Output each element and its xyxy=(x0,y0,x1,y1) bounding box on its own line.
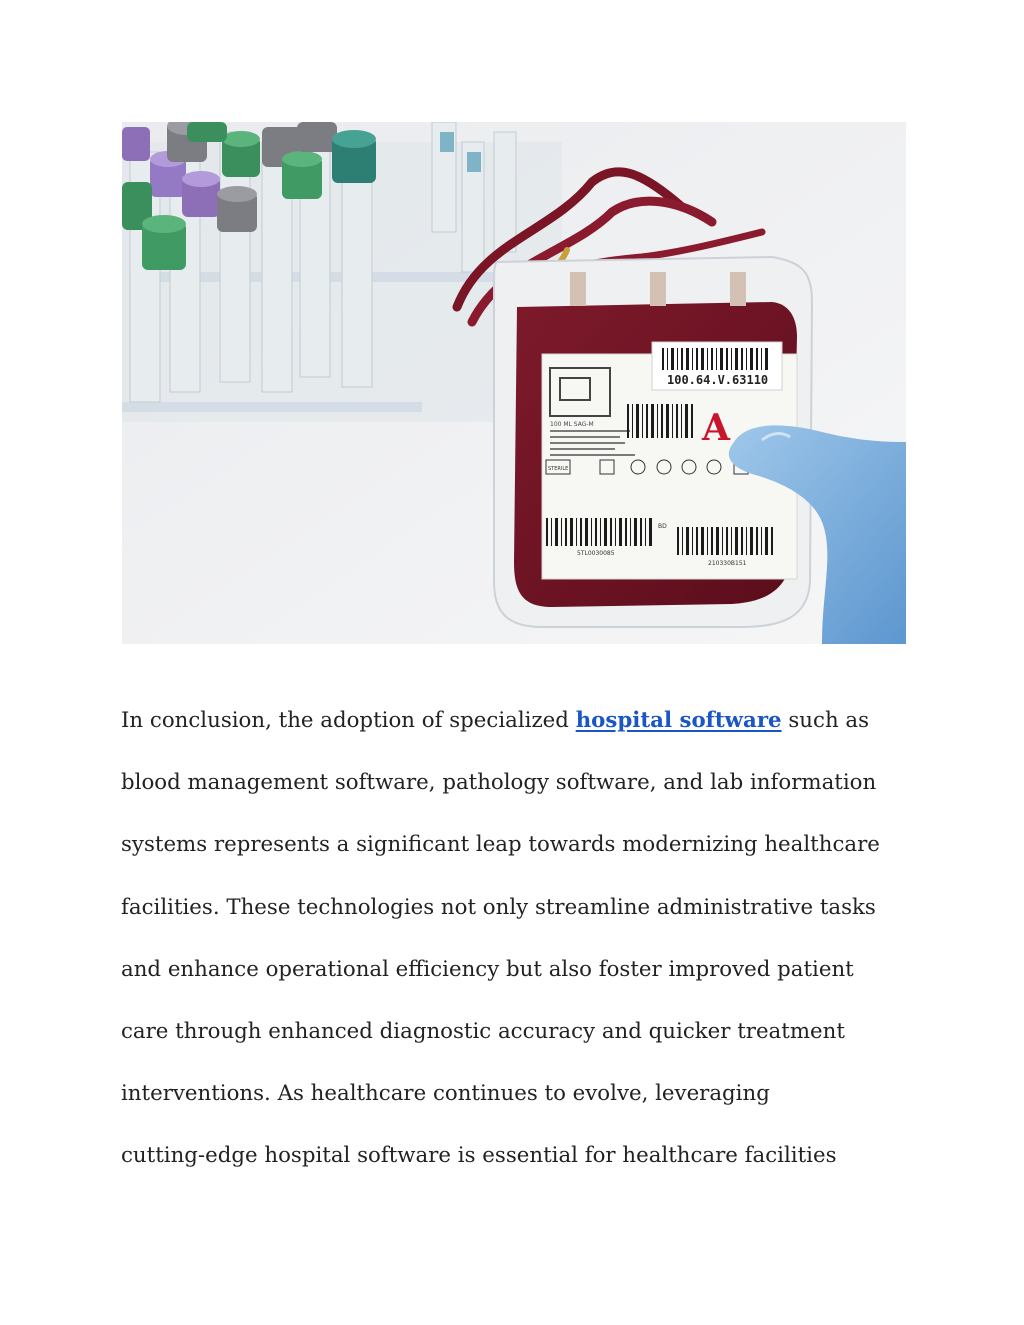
hospital-software-link[interactable]: hospital software xyxy=(575,708,782,733)
bag-volume-text: 100 ML SAG-M xyxy=(550,421,594,428)
bag-code-bottom-right: 210330B151 xyxy=(708,560,747,567)
bd-mark: BD xyxy=(658,523,667,530)
paragraph-line xyxy=(121,690,911,752)
conclusion-paragraph xyxy=(121,690,911,1188)
paragraph-line: blood management software, pathology software, and lab information xyxy=(121,770,877,796)
blood-bag-illustration xyxy=(122,122,906,644)
paragraph-line: care through enhanced diagnostic accuracy and quicker treatment xyxy=(121,1018,845,1044)
paragraph-line: facilities. These technologies not only streamline administrative tasks xyxy=(121,894,876,920)
bag-code-top: 100.64.V.63110 xyxy=(667,373,769,387)
sterile-mark: STERILE xyxy=(548,466,569,472)
paragraph-line: and enhance operational efficiency but also foster improved patient xyxy=(121,956,854,982)
paragraph-line: systems represents a significant leap towards modernizing healthcare xyxy=(121,832,880,858)
paragraph-line: interventions. As healthcare continues to evolve, leveraging xyxy=(121,1081,770,1107)
paragraph-text: In conclusion, the adoption of specialized xyxy=(121,708,569,733)
bag-code-bottom-left: 5TL0030085 xyxy=(577,550,615,557)
blood-bag-photo xyxy=(122,122,906,644)
paragraph-text: such as xyxy=(788,708,870,733)
blood-group-letter: A xyxy=(702,407,730,449)
paragraph-line: cutting-edge hospital software is essential for healthcare facilities xyxy=(121,1143,837,1169)
